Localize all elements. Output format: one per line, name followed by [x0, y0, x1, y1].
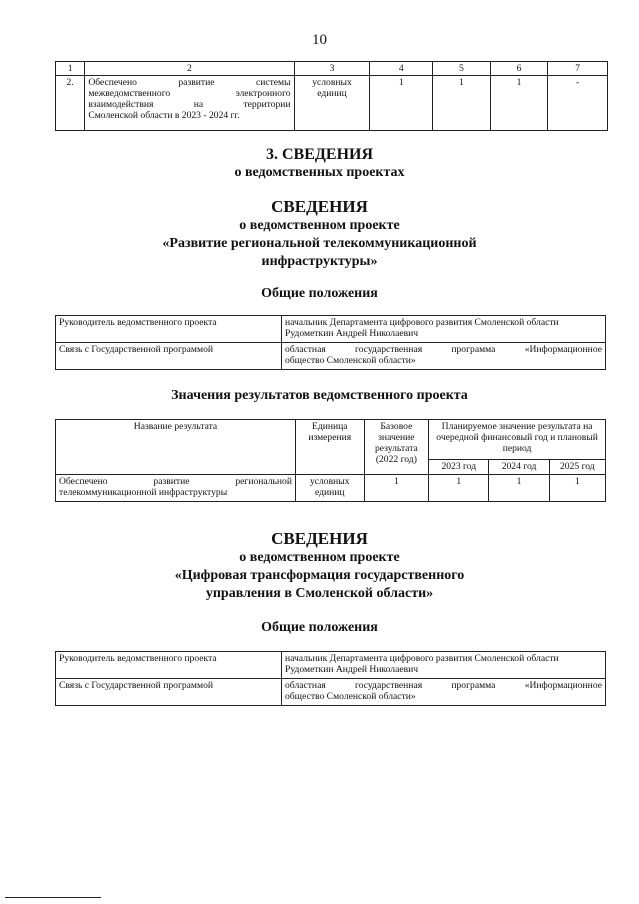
value-cell: 1 — [490, 76, 548, 131]
results-table — [55, 419, 606, 502]
row-number: 2. — [56, 76, 85, 131]
row-value-line: областная государственная программа «Информационное — [285, 344, 602, 355]
col-header: 1 — [56, 62, 85, 76]
project-heading-line: «Цифровая трансформация государственного — [174, 568, 465, 583]
col-header-base: Базовое значение результата (2022 год) — [364, 420, 429, 475]
result-name-line: телекоммуникационной инфраструктуры — [59, 487, 228, 498]
result-name-line: взаимодействия на территории — [88, 99, 291, 110]
table-header-row — [56, 62, 608, 76]
result-name-line: Обеспечено развитие системы — [88, 77, 291, 88]
project-heading-line: о ведомственном проекте — [239, 550, 400, 565]
row-label: Руководитель ведомственного проекта — [56, 316, 282, 343]
table-row — [56, 316, 606, 343]
row-value-line: областная государственная программа «Информационное — [285, 680, 602, 691]
col-header: 7 — [548, 62, 608, 76]
row-value-line: Рудометкин Андрей Николаевич — [285, 664, 419, 675]
row-value — [282, 679, 606, 706]
base-value-cell: 1 — [364, 475, 429, 502]
col-header: 6 — [490, 62, 548, 76]
result-name-line: Смоленской области в 2023 - 2024 гг. — [88, 110, 240, 121]
value-cell: 1 — [549, 475, 605, 502]
general-provisions-title: Общие положения — [261, 620, 378, 635]
row-value-line: Рудометкин Андрей Николаевич — [285, 328, 419, 339]
unit-cell: условных единиц — [294, 76, 370, 131]
value-cell: 1 — [489, 475, 549, 502]
project-heading: СВЕДЕНИЯ — [271, 197, 368, 216]
col-header-name: Название результата — [56, 420, 296, 475]
col-header: 4 — [370, 62, 433, 76]
col-header: 5 — [433, 62, 491, 76]
project-heading-line: «Развитие региональной телекоммуникационной — [162, 236, 477, 251]
row-label: Связь с Государственной программой — [56, 343, 282, 370]
row-value — [282, 652, 606, 679]
year-header: 2024 год — [489, 459, 549, 474]
project2-general-table — [55, 651, 606, 706]
result-name-cell — [56, 475, 296, 502]
row-value-line: общество Смоленской области» — [285, 691, 416, 702]
table-row — [56, 76, 608, 131]
page-number: 10 — [312, 32, 327, 48]
row-value-line: начальник Департамента цифрового развития Смоленской области — [285, 317, 559, 328]
table-row — [56, 475, 606, 502]
col-header: 3 — [294, 62, 370, 76]
col-header-plan: Планируемое значение результата на очередной финансовый год и плановый период — [429, 420, 606, 460]
table-row — [56, 652, 606, 679]
value-cell: 1 — [370, 76, 433, 131]
general-provisions-title: Общие положения — [261, 286, 378, 301]
row-value-line: общество Смоленской области» — [285, 355, 416, 366]
year-header: 2025 год — [549, 459, 605, 474]
row-value — [282, 316, 606, 343]
section-title: 3. СВЕДЕНИЯ — [265, 146, 374, 163]
value-cell: 1 — [433, 76, 491, 131]
project-heading-line: управления в Смоленской области» — [205, 586, 434, 601]
row-value — [282, 343, 606, 370]
table-row — [56, 679, 606, 706]
result-name-line: межведомственного электронного — [88, 88, 291, 99]
value-cell: - — [548, 76, 608, 131]
col-header-unit: Единица измерения — [295, 420, 364, 475]
col-header: 2 — [85, 62, 294, 76]
table-row — [56, 343, 606, 370]
result-name-cell — [85, 76, 294, 131]
value-cell: 1 — [429, 475, 489, 502]
result-name-line: Обеспечено развитие региональной — [59, 476, 292, 487]
section-subtitle: о ведомственных проектах — [234, 165, 405, 180]
year-header: 2023 год — [429, 459, 489, 474]
project-heading: СВЕДЕНИЯ — [271, 529, 368, 548]
project-heading-line: инфраструктуры» — [261, 254, 378, 269]
project1-general-table — [55, 315, 606, 370]
project-heading-line: о ведомственном проекте — [239, 218, 400, 233]
indicators-table — [55, 61, 608, 131]
row-label: Связь с Государственной программой — [56, 679, 282, 706]
row-label: Руководитель ведомственного проекта — [56, 652, 282, 679]
unit-cell: условных единиц — [295, 475, 364, 502]
footer-divider — [5, 897, 101, 898]
results-title: Значения результатов ведомственного проекта — [171, 388, 468, 403]
table-header-row — [56, 420, 606, 460]
row-value-line: начальник Департамента цифрового развития Смоленской области — [285, 653, 559, 664]
